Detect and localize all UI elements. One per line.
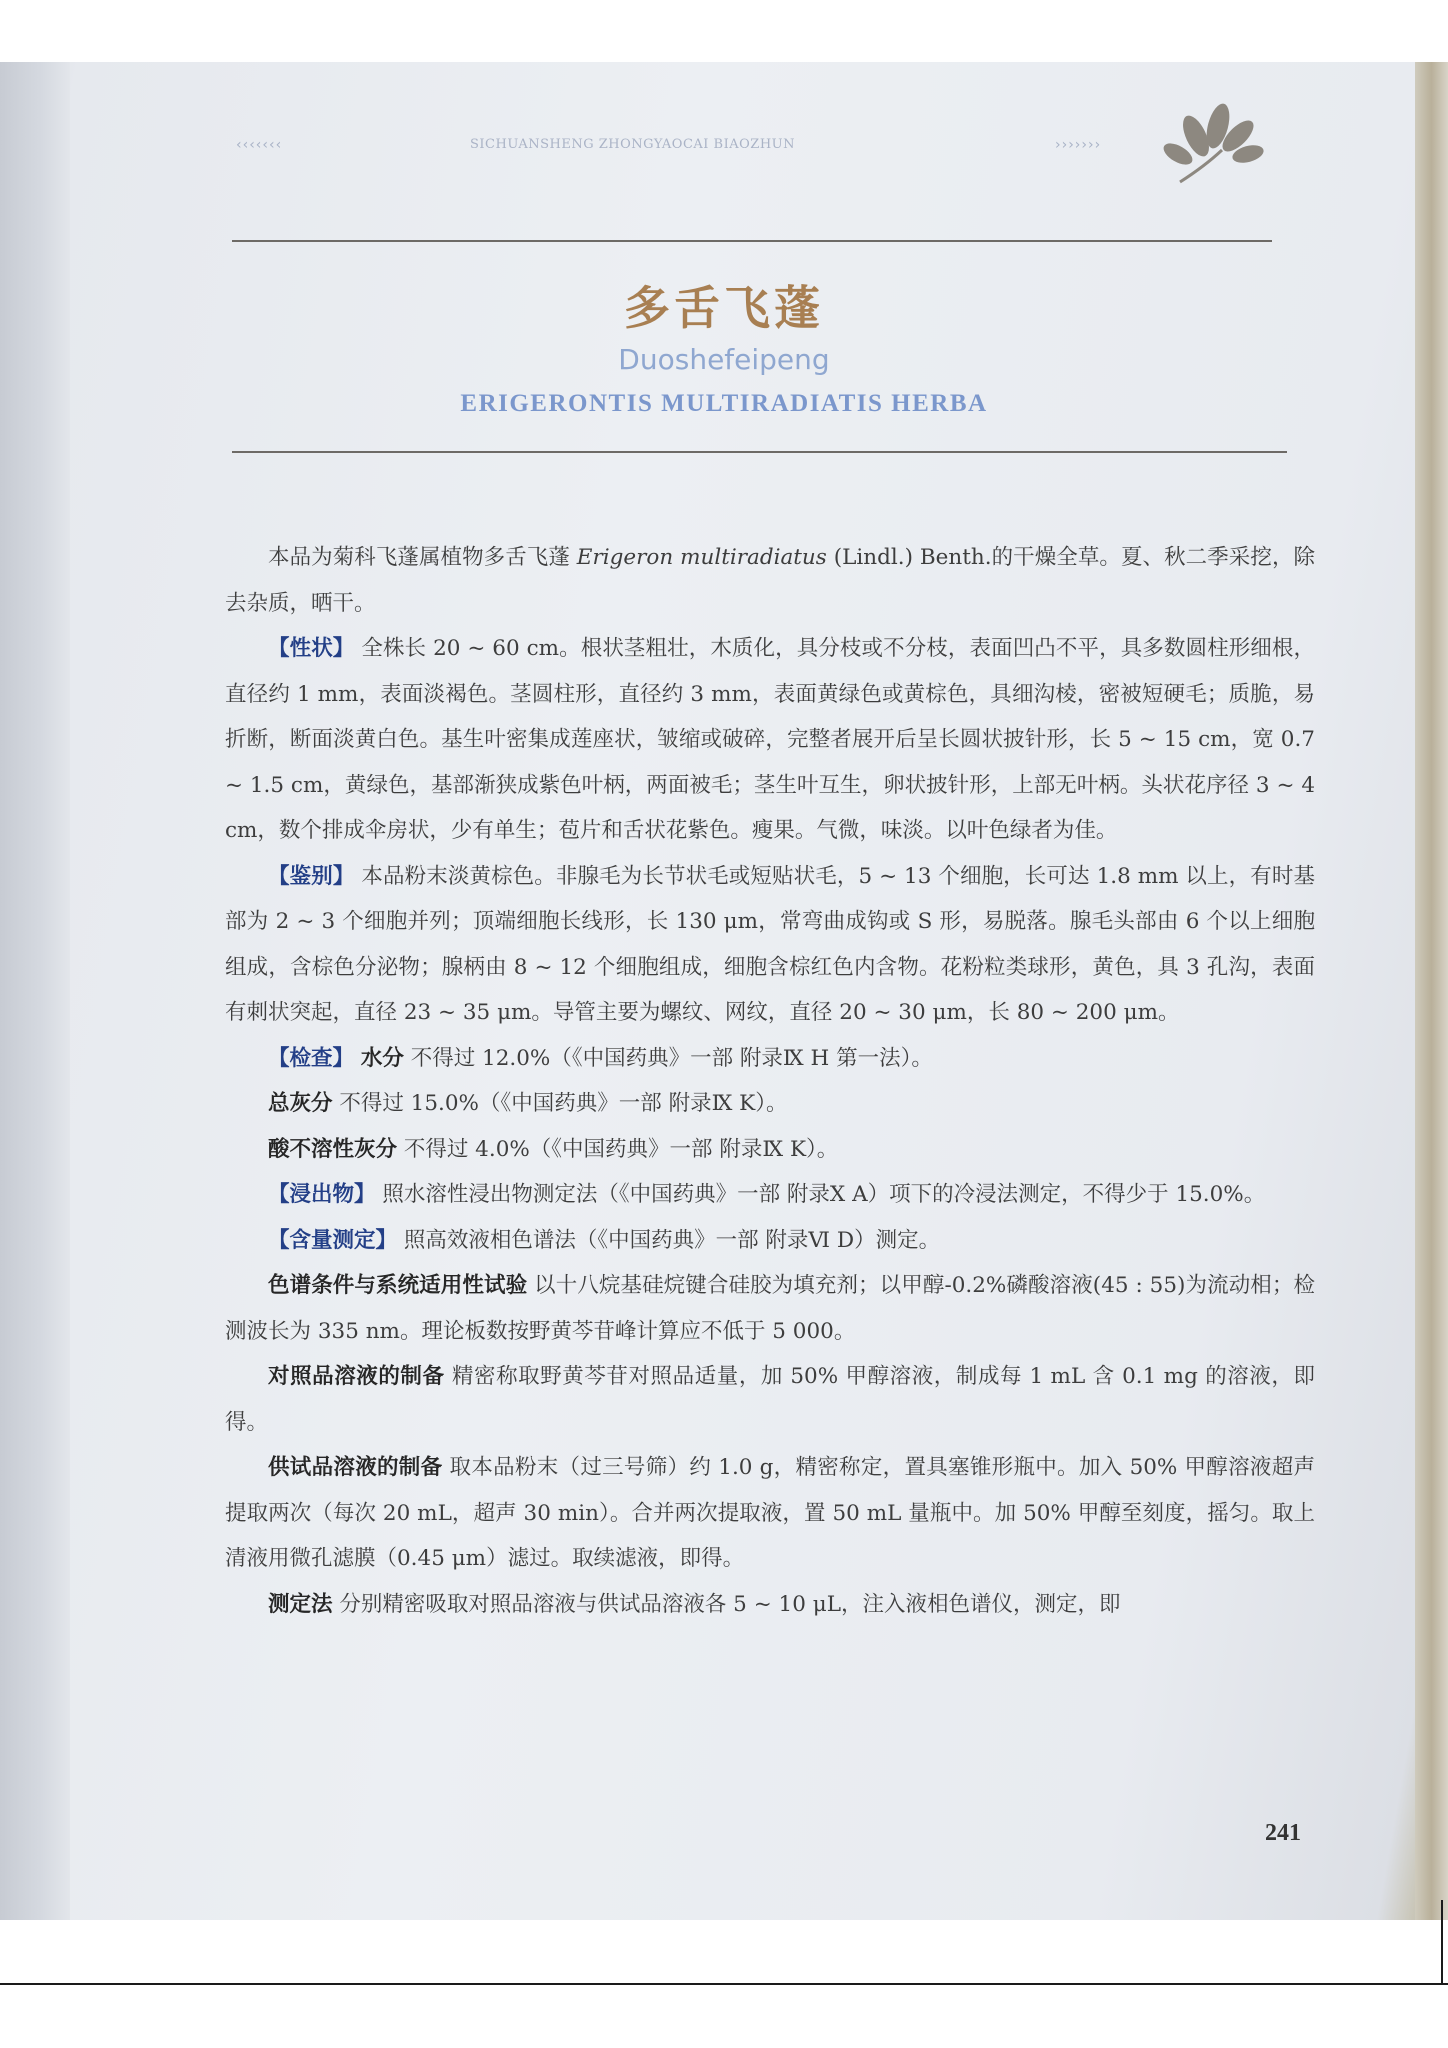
acid-insoluble-ash-label: 酸不溶性灰分 bbox=[268, 1136, 398, 1162]
page-edge bbox=[1415, 62, 1448, 1920]
inspection-acid-ash bbox=[225, 1127, 1315, 1173]
inspection-water bbox=[225, 1036, 1315, 1082]
right-border-line bbox=[1441, 1900, 1443, 1985]
running-title: SICHUANSHENG ZHONGYAOCAI BIAOZHUN bbox=[470, 137, 795, 152]
monograph-title-pinyin: Duoshefeipeng bbox=[618, 343, 830, 376]
determination-label: 测定法 bbox=[268, 1591, 333, 1617]
reference-solution-label: 对照品溶液的制备 bbox=[268, 1364, 445, 1389]
water-text: 不得过 12.0%（《中国药典》一部 附录Ⅸ H 第一法）。 bbox=[403, 1045, 933, 1071]
assay-section bbox=[225, 1218, 1315, 1264]
water-label: 水分 bbox=[360, 1045, 404, 1071]
chromatographic-conditions bbox=[225, 1263, 1315, 1354]
header-left-arrows: ‹‹‹‹‹‹‹ bbox=[236, 137, 283, 153]
inspection-heading: 【检查】 bbox=[268, 1045, 355, 1071]
monograph-title-chinese: 多舌飞蓬 bbox=[624, 281, 824, 335]
monograph-title-latin: ERIGERONTIS MULTIRADIATIS HERBA bbox=[460, 390, 988, 417]
assay-heading: 【含量测定】 bbox=[268, 1227, 398, 1253]
book-spine-shadow bbox=[0, 62, 70, 1920]
chromatographic-text: 以十八烷基硅烷键合硅胶为填充剂；以甲醇-0.2%磷酸溶液(45 : 55)为流动相；检测波长为 335 nm。理论板数按野黄芩苷峰计算应不低于 5 000。 bbox=[225, 1273, 1315, 1344]
reference-solution bbox=[225, 1354, 1315, 1445]
leaf-sprig-icon bbox=[1150, 90, 1270, 185]
top-background bbox=[0, 0, 1448, 62]
test-solution-text: 取本品粉末（过三号筛）约 1.0 g，精密称定，置具塞锥形瓶中。加入 50% 甲醇溶液超声提取两次（每次 20 mL，超声 30 min）。合并两次提取液，置 50 mL 量瓶中。加 50% 甲醇至刻度，摇匀。取上清液用微孔滤膜（0.45 μm）滤过。取续滤液，即得。 bbox=[225, 1455, 1315, 1571]
intro-text: 本品为菊科飞蓬属植物多舌飞蓬 bbox=[268, 545, 577, 570]
determination-method bbox=[225, 1582, 1315, 1628]
intro-paragraph bbox=[225, 535, 1315, 626]
identification-heading: 【鉴别】 bbox=[268, 863, 355, 889]
monograph-body bbox=[225, 535, 1315, 1627]
inspection-total-ash bbox=[225, 1081, 1315, 1127]
description-section bbox=[225, 626, 1315, 854]
acid-insoluble-ash-text: 不得过 4.0%（《中国药典》一部 附录Ⅸ K）。 bbox=[397, 1136, 839, 1162]
assay-text: 照高效液相色谱法（《中国药典》一部 附录Ⅵ D）测定。 bbox=[397, 1227, 941, 1253]
test-solution bbox=[225, 1445, 1315, 1582]
extractives-text: 照水溶性浸出物测定法（《中国药典》一部 附录Ⅹ A）项下的冷浸法测定，不得少于 15.0%。 bbox=[375, 1182, 1266, 1207]
total-ash-text: 不得过 15.0%（《中国药典》一部 附录Ⅸ K）。 bbox=[332, 1091, 788, 1116]
description-heading: 【性状】 bbox=[268, 636, 355, 661]
intro-text-continued: (Lindl.) Benth.的干燥全草。夏、秋二季采挖，除去杂质，晒干。 bbox=[225, 545, 1316, 616]
identification-text: 本品粉末淡黄棕色。非腺毛为长节状毛或短贴状毛，5 ~ 13 个细胞，长可达 1.8 mm 以上，有时基部为 2 ~ 3 个细胞并列；顶端细胞长线形，长 130 μm，常弯曲成钩或 S 形，易脱落。腺毛头部由 6 个以上细胞组成，含棕色分泌物；腺柄由 8 ~ 12 个细胞组成，细胞含棕红色内含物。花粉粒类球形，黄色，具 3 孔沟，表面有刺状突起，直径 23 ~ 35 μm。导管主要为螺纹、网纹，直径 20 ~ 30 μm，长 80 ~ 200 μm。 bbox=[225, 863, 1315, 1025]
total-ash-label: 总灰分 bbox=[268, 1091, 333, 1116]
chromatographic-label: 色谱条件与系统适用性试验 bbox=[268, 1273, 528, 1298]
determination-text: 分别精密吸取对照品溶液与供试品溶液各 5 ~ 10 μL，注入液相色谱仪，测定，即 bbox=[332, 1591, 1121, 1617]
title-bottom-rule bbox=[232, 451, 1287, 453]
header-right-arrows: ››››››› bbox=[1055, 137, 1102, 153]
bottom-border-line bbox=[0, 1983, 1448, 1985]
species-latin-name: Erigeron multiradiatus bbox=[576, 545, 827, 570]
extractives-heading: 【浸出物】 bbox=[268, 1182, 376, 1207]
page-number: 241 bbox=[1265, 1820, 1301, 1846]
reference-solution-text: 精密称取野黄芩苷对照品适量，加 50% 甲醇溶液，制成每 1 mL 含 0.1 mg 的溶液，即得。 bbox=[225, 1364, 1315, 1435]
test-solution-label: 供试品溶液的制备 bbox=[268, 1455, 443, 1480]
description-text: 全株长 20 ~ 60 cm。根状茎粗壮，木质化，具分枝或不分枝，表面凹凸不平，具多数圆柱形细根，直径约 1 mm，表面淡褐色。茎圆柱形，直径约 3 mm，表面黄绿色或黄棕色，具细沟棱，密被短硬毛；质脆，易折断，断面淡黄白色。基生叶密集成莲座状，皱缩或破碎，完整者展开后呈长圆状披针形，长 5 ~ 15 cm，宽 0.7 ~ 1.5 cm，黄绿色，基部渐狭成紫色叶柄，两面被毛；茎生叶互生，卵状披针形，上部无叶柄。头状花序径 3 ~ 4 cm，数个排成伞房状，少有单生；苞片和舌状花紫色。瘦果。气微，味淡。以叶色绿者为佳。 bbox=[225, 636, 1315, 843]
extractives-section bbox=[225, 1172, 1315, 1218]
identification-section bbox=[225, 854, 1315, 1036]
title-top-rule bbox=[232, 240, 1272, 242]
